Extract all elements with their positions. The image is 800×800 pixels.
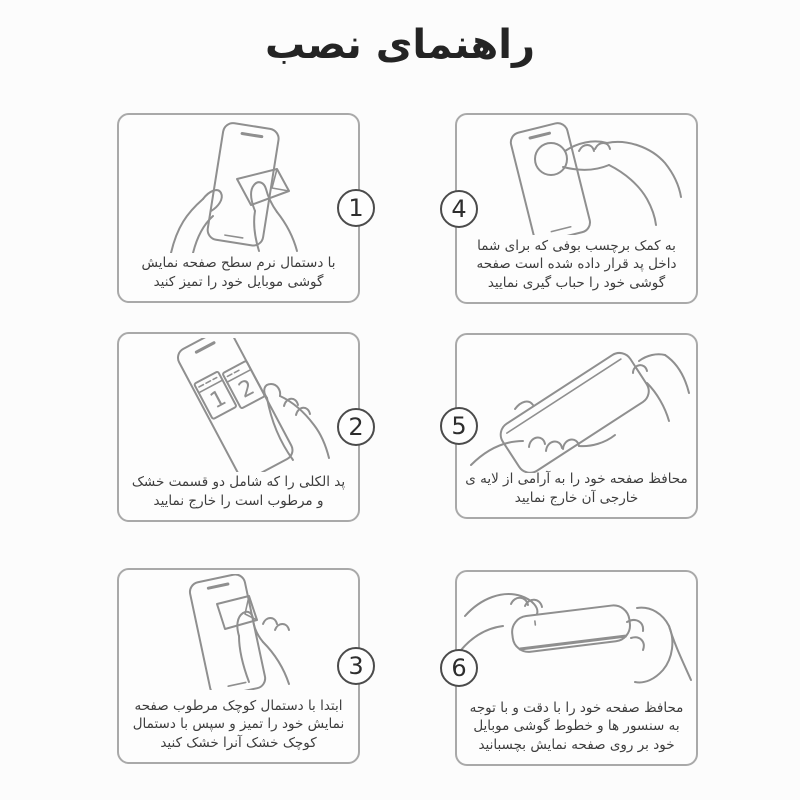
caption-line: به کمک برچسب بوفی که برای شما [477, 237, 676, 254]
caption-line: گوشی موبایل خود را تمیز کنید [153, 273, 324, 290]
step-6-panel [451, 570, 698, 766]
caption-line: خود بر روی صفحه نمایش بچسبانید [478, 736, 675, 753]
packet-label-1: 1 [206, 385, 231, 415]
page-title: راهنمای نصب [265, 22, 535, 68]
peel-outer-layer-icon [459, 339, 694, 473]
caption-line: به سنسور ها و خطوط گوشی موبایل [473, 718, 680, 734]
caption-line: داخل پد قرار داده شده است صفحه [476, 256, 677, 272]
caption-line: نمایش خود را تمیز و سپس با دستمال [132, 716, 345, 732]
caption-line: ابتدا با دستمال کوچک مرطوب صفحه [134, 697, 343, 714]
step-3-panel [117, 568, 364, 764]
caption-line: کوچک خشک آنرا خشک کنید [160, 734, 317, 751]
step-number-badge [337, 189, 375, 227]
caption-line: خارجی آن خارج نمایید [514, 489, 639, 506]
buff-sticker-bubble-removal-icon [459, 119, 694, 235]
step-number-badge [440, 649, 478, 687]
caption-line: پد الکلی را که شامل دو قسمت خشک [131, 474, 346, 490]
step-number: 5 [451, 412, 467, 440]
step-caption [463, 470, 690, 507]
caption-line: با دستمال نرم سطح صفحه نمایش [141, 255, 336, 271]
step-number: 1 [348, 194, 364, 222]
step-caption [463, 237, 690, 293]
caption-line: و مرطوب است را خارج نمایید [153, 492, 324, 509]
alcohol-pad-packets-icon [121, 338, 356, 472]
step-1-panel [117, 113, 364, 303]
step-number-badge [337, 647, 375, 685]
step-caption [125, 697, 352, 753]
step-number: 3 [348, 652, 364, 680]
step-number-badge [440, 407, 478, 445]
packet-label-2: 2 [234, 375, 259, 404]
step-2-panel [117, 332, 364, 522]
step-number-badge [440, 190, 478, 228]
step-4-panel [451, 113, 698, 304]
step-caption [463, 699, 690, 755]
step-number-badge [337, 408, 375, 446]
step-caption [125, 473, 352, 510]
step-caption [125, 254, 352, 291]
step-number: 6 [451, 654, 467, 682]
caption-line: محافظ صفحه خود را به آرامی از لایه ی [465, 471, 688, 487]
clean-screen-with-cloth-icon [121, 119, 356, 253]
caption-line: محافظ صفحه خود را با دقت و با توجه [469, 699, 684, 716]
step-5-panel [451, 333, 698, 519]
step-number: 4 [451, 194, 467, 223]
caption-line: گوشی خود را حباب گیری نمایید [487, 274, 666, 291]
stick-protector-on-screen-icon [459, 576, 694, 692]
small-wet-cloth-wipe-icon [121, 574, 356, 690]
step-number: 2 [348, 413, 364, 441]
